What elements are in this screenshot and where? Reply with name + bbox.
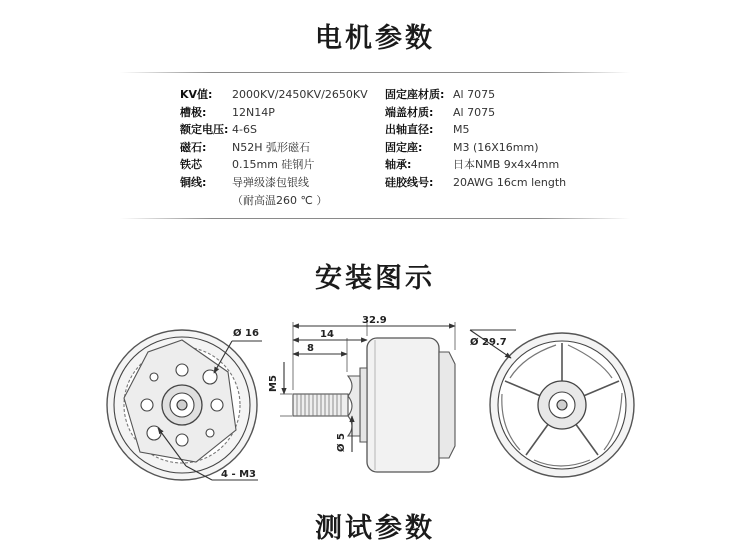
spec-label: KV值: [180,88,213,101]
dim-bell-diameter: Ø 29.7 [470,337,507,348]
dim-length-8: 8 [307,343,314,354]
spec-value: 导弹级漆包银线 [232,176,309,189]
spec-value: M3 (16X16mm) [453,140,539,154]
spec-value: Al 7075 [453,105,496,119]
spec-value: 日本NMB 9x4x4mm [453,158,560,172]
install-diagram-title: 安装图示 [315,263,435,294]
spec-value: 20AWG 16cm length [453,176,567,189]
dim-base-diameter: Ø 16 [233,328,259,339]
mount-hole-m3-2 [147,426,161,440]
motor-bell-side [367,338,439,472]
mount-hole-right [211,399,223,411]
motor-params-title: 电机参数 [315,23,435,54]
spec-label: 额定电压: [180,123,229,137]
dim-shaft-thread: M5 [268,375,279,392]
mount-hole-bottom [176,434,188,446]
bell-view [470,330,634,477]
spec-value: Al 7075 [453,88,496,101]
bell-shaft-hole [557,400,567,410]
spec-label: 端盖材质: [385,105,434,119]
test-params-title: 测试参数 [315,513,435,544]
spec-label: 轴承: [385,158,412,172]
spec-value: 12N14P [232,105,275,119]
motor-base-teeth [348,376,360,436]
spec-label: 硅胶线号: [385,176,434,189]
spec-value: 2000KV/2450KV/2650KV [232,88,368,101]
motor-cap-side [439,352,455,458]
spec-value: 0.15mm 硅钢片 [232,158,315,172]
dim-length-14: 14 [320,329,334,340]
spec-value: 4-6S [232,123,257,137]
spec-value: N52H 弧形磁石 [232,140,310,154]
dim-overall-length: 32.9 [362,315,387,326]
spec-label: 槽极: [180,105,207,119]
spec-label: 固定座: [385,140,423,154]
motor-base-plate [360,368,367,442]
dim-shaft-diameter: Ø 5 [336,433,347,452]
vent-hole-2 [206,429,214,437]
spec-label: 出轴直径: [385,123,434,137]
shaft-hole [177,400,187,410]
spec-value: M5 [453,123,470,137]
dim-mount-holes: 4 - M3 [221,469,256,480]
spec-value-note: （耐高温260 ℃ ） [232,193,328,207]
base-view [107,330,262,480]
mount-hole-top [176,364,188,376]
spec-label: 磁石: [180,140,207,154]
mount-hole-left [141,399,153,411]
spec-label: 铜线: [180,176,207,189]
spec-label: 铁芯 [180,158,202,172]
vent-hole-1 [150,373,158,381]
spec-label: 固定座材质: [385,88,445,101]
